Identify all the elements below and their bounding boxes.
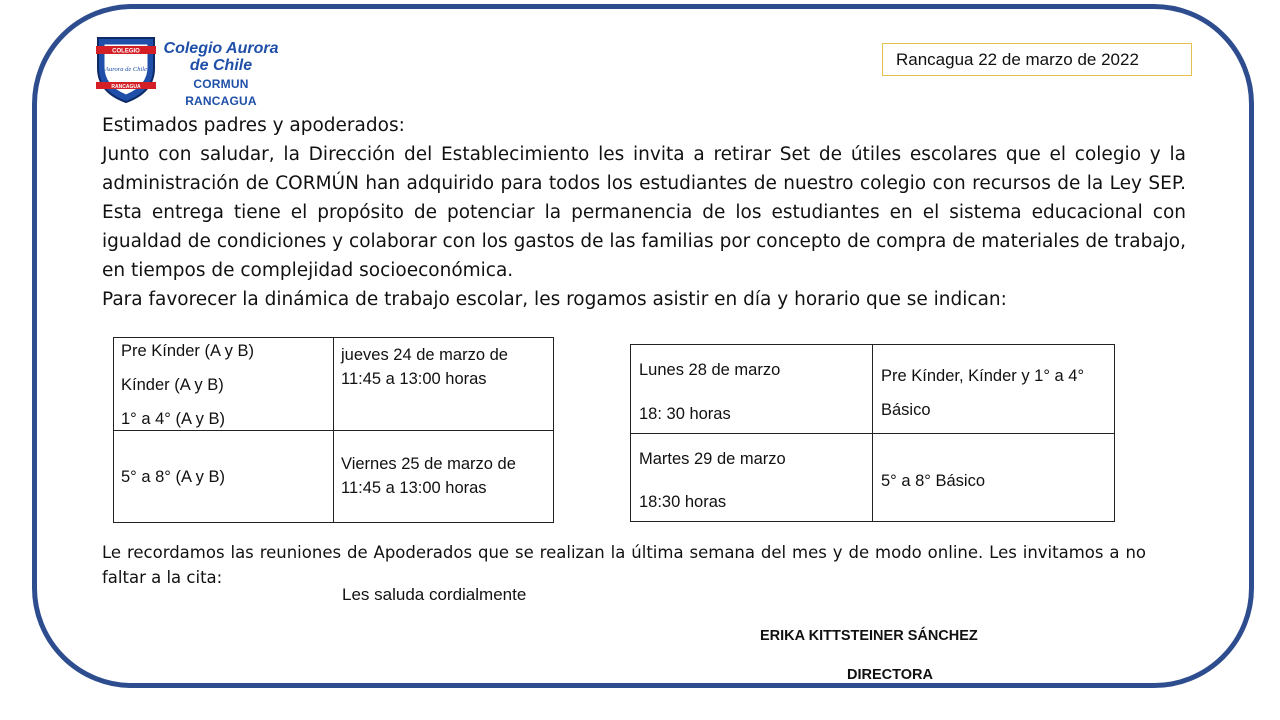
time-line: 11:45 a 13:00 horas (341, 479, 487, 497)
date-line: jueves 24 de marzo de (341, 346, 508, 364)
letter-body (102, 111, 1186, 314)
logo-wordmark (158, 40, 284, 110)
signature-role: DIRECTORA (847, 667, 933, 683)
levels-cell (114, 431, 334, 523)
levels-cell (114, 338, 334, 431)
table-row (114, 338, 554, 431)
level-line: 1° a 4° (A y B) (121, 410, 225, 428)
date-line: Martes 29 de marzo (639, 450, 786, 468)
level-line: 5° a 8° (A y B) (121, 468, 225, 486)
date-cell (334, 338, 554, 431)
greeting: Estimados padres y apoderados: (102, 115, 405, 136)
crest-script-text: Aurora de Chile (104, 66, 148, 73)
letter-date: Rancagua 22 de marzo de 2022 (882, 43, 1192, 76)
paragraph-1: Junto con saludar, la Dirección del Establecimiento les invita a retirar Set de útiles escolares que el colegio y la administración de CORMÚN han adquirido para todos los estudiantes de nuestro colegio con recursos de la Ley SEP. Esta entrega tiene el propósito de potenciar la permanencia de los estudiantes en el sistema educacional con igualdad de condiciones y colaborar con los gastos de las familias por concepto de compra de materiales de trabajo, en tiempos de complejidad socioeconómica. (102, 144, 1186, 281)
level-line: Pre Kínder (A y B) (121, 342, 254, 360)
logo-line-1: Colegio Aurora (163, 40, 279, 57)
date-cell (631, 345, 873, 434)
table-row (631, 345, 1115, 434)
signature-name: ERIKA KITTSTEINER SÁNCHEZ (760, 628, 978, 644)
reminder-text (102, 540, 1146, 590)
crest-top-text: COLEGIO (112, 48, 140, 55)
date-cell (631, 434, 873, 522)
table-row (114, 431, 554, 523)
time-line: 18:30 horas (639, 493, 727, 511)
schedule-table-left (113, 337, 554, 523)
time-line: 11:45 a 13:00 horas (341, 370, 487, 388)
level-line: Kínder (A y B) (121, 376, 224, 394)
paragraph-2: Para favorecer la dinámica de trabajo escolar, les rogamos asistir en día y horario que se indican: (102, 289, 1007, 310)
levels-cell (873, 434, 1115, 522)
closing-text: Les saluda cordialmente (342, 585, 527, 604)
reminder-paragraph: Le recordamos las reuniones de Apoderados que se realizan la última semana del mes y de modo online. Les invitamos a no faltar a la cita: (102, 543, 1146, 587)
time-line: 18: 30 horas (639, 405, 731, 423)
table-row (631, 434, 1115, 522)
school-crest-icon (94, 34, 158, 104)
date-line: Lunes 28 de marzo (639, 361, 781, 379)
level-line: 5° a 8° Básico (881, 472, 986, 490)
schedule-table-right (630, 344, 1115, 522)
level-line: Básico (881, 401, 931, 419)
date-cell (334, 431, 554, 523)
crest-bottom-text: RANCAGUA (111, 84, 141, 90)
date-line: Viernes 25 de marzo de (341, 455, 516, 473)
logo-line-2: de Chile (189, 57, 253, 74)
logo-line-3: CORMUN RANCAGUA (185, 77, 257, 108)
levels-cell (873, 345, 1115, 434)
level-line: Pre Kínder, Kínder y 1° a 4° (881, 367, 1085, 385)
